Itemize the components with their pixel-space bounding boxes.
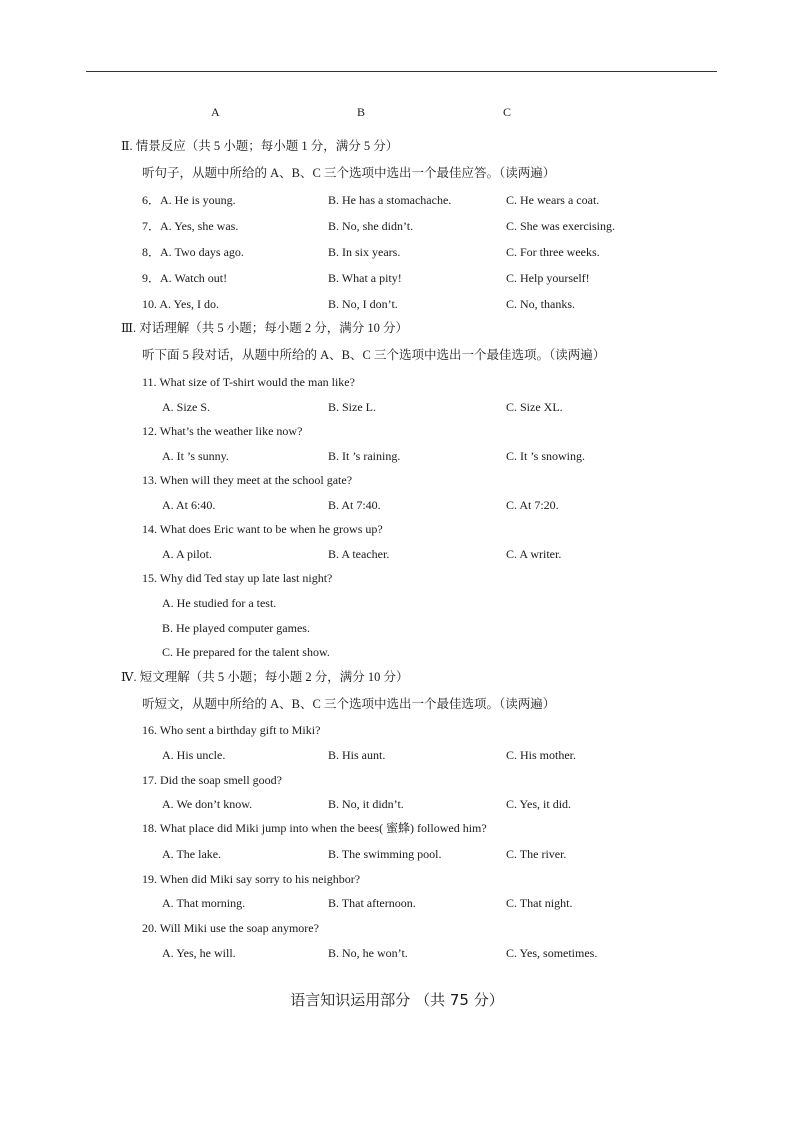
q20-option-c: C. Yes, sometimes. [506,946,598,960]
q13-question: 13. When will they meet at the school gate? [142,473,353,487]
section-4-header: Ⅳ. 短文理解（共 5 小题；每小题 2 分，满分 10 分） [121,670,409,684]
picture-label-b: B [357,105,366,119]
q20-question: 20. Will Miki use the soap anymore? [142,921,319,935]
q13-option-b: B. At 7:40. [328,498,381,512]
q17-option-b: B. No, it didn’t. [328,797,404,811]
q10-option-b: B. No, I don’t. [328,297,398,311]
q15-question: 15. Why did Ted stay up late last night? [142,571,333,585]
q6-option-b: B. He has a stomachache. [328,193,452,207]
q16-option-b: B. His aunt. [328,748,386,762]
q15-option-c: C. He prepared for the talent show. [162,645,330,659]
q11-option-c: C. Size XL. [506,400,563,414]
q17-option-c: C. Yes, it did. [506,797,572,811]
q18-option-b: B. The swimming pool. [328,847,442,861]
q12-question: 12. What’s the weather like now? [142,424,303,438]
q18-option-c: C. The river. [506,847,567,861]
picture-label-c: C [503,105,512,119]
q12-option-c: C. It ’s snowing. [506,449,586,463]
section-4-instruction: 听短文，从题中所给的 A、B、C 三个选项中选出一个最佳选项。（读两遍） [142,697,556,711]
picture-label-a: A [211,105,220,119]
q19-option-a: A. That morning. [162,896,246,910]
q16-option-c: C. His mother. [506,748,577,762]
q12-option-b: B. It ’s raining. [328,449,401,463]
q13-option-a: A. At 6:40. [162,498,216,512]
q14-option-c: C. A writer. [506,547,562,561]
q14-question: 14. What does Eric want to be when he grows up? [142,522,383,536]
q6-option-a: 6．A. He is young. [142,193,236,207]
q9-option-b: B. What a pity! [328,271,402,285]
section-3-instruction: 听下面 5 段对话，从题中所给的 A、B、C 三个选项中选出一个最佳选项。（读两遍） [142,348,606,362]
section-2-header: Ⅱ. 情景反应（共 5 小题；每小题 1 分，满分 5 分） [121,139,399,153]
q17-question: 17. Did the soap smell good? [142,773,282,787]
q16-option-a: A. His uncle. [162,748,226,762]
q8-option-b: B. In six years. [328,245,401,259]
part-title: 语言知识运用部分 （共 75 分） [290,991,504,1009]
q12-option-a: A. It ’s sunny. [162,449,229,463]
q7-option-a: 7．A. Yes, she was. [142,219,239,233]
q11-option-a: A. Size S. [162,400,210,414]
q15-option-b: B. He played computer games. [162,621,310,635]
q20-option-b: B. No, he won’t. [328,946,408,960]
q13-option-c: C. At 7:20. [506,498,559,512]
q14-option-b: B. A teacher. [328,547,390,561]
q7-option-c: C. She was exercising. [506,219,615,233]
q20-option-a: A. Yes, he will. [162,946,236,960]
q8-option-c: C. For three weeks. [506,245,600,259]
q11-question: 11. What size of T-shirt would the man like? [142,375,355,389]
q14-option-a: A. A pilot. [162,547,213,561]
header-rule [86,71,717,72]
q9-option-c: C. Help yourself! [506,271,590,285]
q19-option-b: B. That afternoon. [328,896,416,910]
q17-option-a: A. We don’t know. [162,797,253,811]
q16-question: 16. Who sent a birthday gift to Miki? [142,723,321,737]
q11-option-b: B. Size L. [328,400,376,414]
q6-option-c: C. He wears a coat. [506,193,600,207]
q10-option-c: C. No, thanks. [506,297,575,311]
section-3-header: Ⅲ. 对话理解（共 5 小题；每小题 2 分，满分 10 分） [121,321,409,335]
q7-option-b: B. No, she didn’t. [328,219,414,233]
q10-option-a: 10. A. Yes, I do. [142,297,220,311]
q18-option-a: A. The lake. [162,847,222,861]
q9-option-a: 9．A. Watch out! [142,271,228,285]
q15-option-a: A. He studied for a test. [162,596,277,610]
q19-option-c: C. That night. [506,896,573,910]
q18-question: 18. What place did Miki jump into when the bees( 蜜蜂) followed him? [142,821,487,835]
q8-option-a: 8．A. Two days ago. [142,245,244,259]
section-2-instruction: 听句子，从题中所给的 A、B、C 三个选项中选出一个最佳应答。（读两遍） [142,166,556,180]
q19-question: 19. When did Miki say sorry to his neighbor? [142,872,361,886]
